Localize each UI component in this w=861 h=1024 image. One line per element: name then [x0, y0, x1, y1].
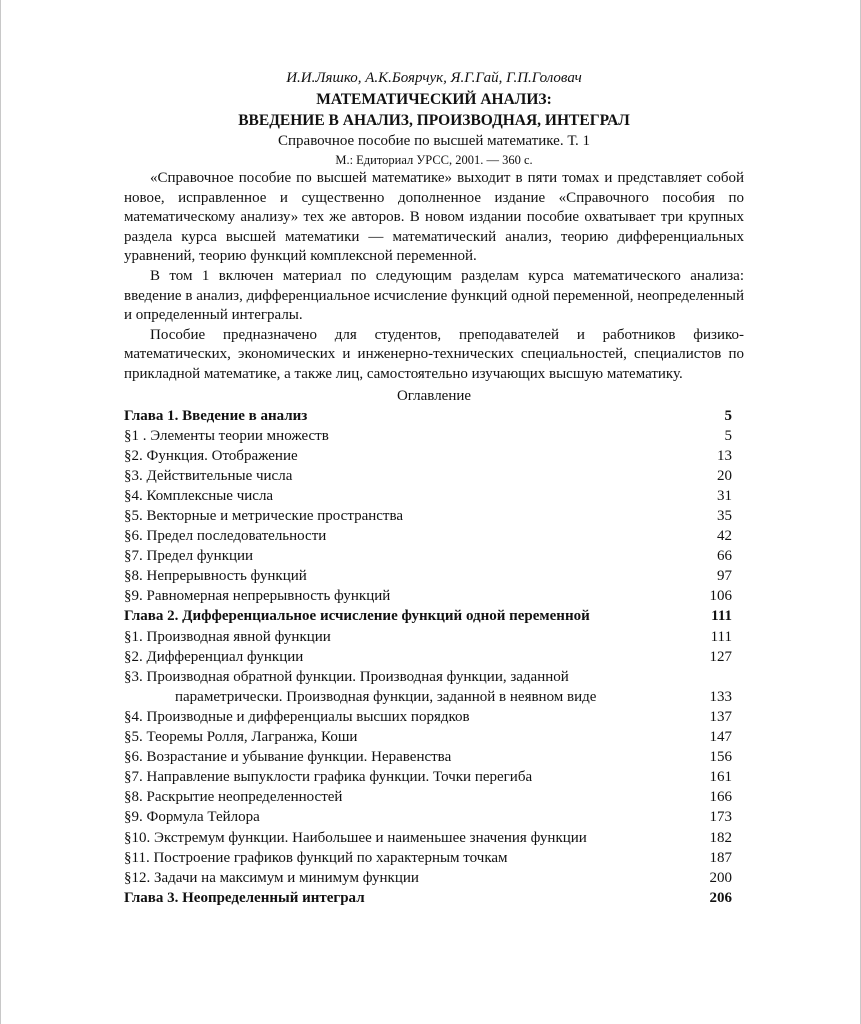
toc-title: §6. Предел последовательности — [124, 528, 327, 545]
toc-section[interactable] — [124, 848, 732, 868]
toc-chapter[interactable] — [124, 406, 732, 426]
toc-section[interactable] — [124, 667, 732, 707]
toc-chapter[interactable] — [124, 606, 732, 626]
authors: И.И.Ляшко, А.К.Боярчук, Я.Г.Гай, Г.П.Головач — [286, 70, 582, 86]
toc-title: §1 . Элементы теории множеств — [124, 427, 329, 444]
toc-title: Глава 2. Дифференциальное исчисление функций одной переменной — [124, 608, 590, 625]
toc-page: 66 — [717, 548, 732, 565]
toc-title: Глава 3. Неопределенный интеграл — [124, 889, 365, 906]
toc-page: 31 — [717, 487, 732, 504]
toc-section[interactable] — [124, 486, 732, 506]
toc-section[interactable] — [124, 426, 732, 446]
toc-section[interactable] — [124, 466, 732, 486]
toc-section[interactable] — [124, 586, 732, 606]
toc-section[interactable] — [124, 747, 732, 767]
toc-section[interactable] — [124, 868, 732, 888]
toc-title: §12. Задачи на максимум и минимум функции — [124, 869, 419, 886]
toc-page: 97 — [717, 568, 732, 585]
toc-section[interactable] — [124, 546, 732, 566]
toc-page: 35 — [717, 508, 732, 524]
toc-section[interactable] — [124, 707, 732, 727]
paragraph: «Справочное пособие по высшей математике» выходит в пяти томах и представляет собой новое, исправленное и существенно дополненное издание «Справочного пособия по математическому анализу» тех же авторов. В новом издании пособие охватывает три крупных раздела курса высшей математики — математический анализ, теорию дифференциальных уравнений, теорию функций комплексной переменной. — [124, 170, 744, 265]
toc-title: §3. Производная обратной функции. Производная функции, заданной — [124, 668, 569, 685]
toc-title: §2. Функция. Отображение — [124, 447, 298, 464]
toc-chapter[interactable] — [124, 888, 732, 908]
toc-page: 106 — [709, 588, 732, 605]
toc-page: 13 — [717, 447, 732, 464]
toc-section[interactable] — [124, 627, 732, 647]
toc-title: §9. Равномерная непрерывность функций — [124, 588, 391, 605]
toc-title-continuation-line — [124, 687, 732, 707]
toc-title: §1. Производная явной функции — [124, 628, 331, 645]
toc-page: 156 — [709, 749, 732, 766]
toc-title: §3. Действительные числа — [124, 467, 293, 484]
toc-heading: Оглавление — [396, 387, 472, 404]
toc-page: 127 — [709, 648, 732, 665]
toc-page: 206 — [709, 889, 732, 906]
document-content — [124, 68, 744, 908]
toc-section[interactable] — [124, 647, 732, 667]
toc-title: Глава 1. Введение в анализ — [124, 407, 308, 424]
title-line-2: ВВЕДЕНИЕ В АНАЛИЗ, ПРОИЗВОДНАЯ, ИНТЕГРАЛ — [238, 112, 630, 129]
toc-page: 182 — [709, 829, 732, 846]
toc-title: §9. Формула Тейлора — [124, 809, 260, 826]
toc-section[interactable] — [124, 727, 732, 747]
toc-section[interactable] — [124, 506, 732, 526]
toc-title: §8. Раскрытие неопределенностей — [124, 789, 343, 806]
toc-page: 187 — [709, 849, 732, 866]
toc-page: 200 — [709, 869, 732, 886]
toc-section[interactable] — [124, 446, 732, 466]
toc-section[interactable] — [124, 787, 732, 807]
toc-page: 20 — [717, 467, 732, 484]
toc-section[interactable] — [124, 828, 732, 848]
toc-section[interactable] — [124, 767, 732, 787]
toc-section[interactable] — [124, 807, 732, 827]
toc-title: §11. Построение графиков функций по характерным точкам — [124, 849, 508, 866]
toc-title: §4. Производные и дифференциалы высших порядков — [124, 708, 470, 725]
toc-page: 42 — [717, 528, 732, 545]
toc-title: §5. Теоремы Ролля, Лагранжа, Коши — [124, 729, 358, 746]
paragraph: В том 1 включен материал по следующим разделам курса математического анализа: введение в анализ, дифференциальное исчисление функций одной переменной, неопределенный и определенный интегралы. — [124, 267, 744, 324]
table-of-contents — [124, 406, 744, 908]
toc-page: 166 — [709, 789, 732, 806]
toc-title: §6. Возрастание и убывание функции. Неравенства — [124, 749, 452, 766]
toc-page: 173 — [709, 809, 732, 826]
toc-title-continuation: параметрически. Производная функции, заданной в неявном виде — [175, 688, 597, 705]
toc-title: §7. Направление выпуклости графика функции. Точки перегиба — [124, 769, 533, 786]
toc-title: §8. Непрерывность функций — [124, 568, 307, 585]
toc-title: §7. Предел функции — [124, 548, 254, 565]
subtitle: Справочное пособие по высшей математике. Т. 1 — [278, 133, 590, 149]
toc-title: §4. Комплексные числа — [124, 487, 274, 504]
toc-page: 5 — [724, 427, 732, 444]
toc-page: 161 — [709, 769, 732, 786]
toc-section[interactable] — [124, 566, 732, 586]
toc-page: 147 — [709, 729, 732, 746]
toc-title: §10. Экстремум функции. Наибольшее и наименьшее значения функции — [124, 829, 587, 846]
paragraph: Пособие предназначено для студентов, преподавателей и работников физико-математических, экономических и инженерно-технических специальностей, специалистов по прикладной математике, а также лиц, самостоятельно изучающих высшую математику. — [124, 326, 744, 382]
toc-page: 137 — [709, 708, 732, 725]
toc-title: §2. Дифференциал функции — [124, 648, 304, 665]
publisher: М.: Едиториал УРСС, 2001. — 360 с. — [335, 153, 533, 167]
toc-page: 5 — [724, 407, 732, 424]
toc-page: 133 — [709, 688, 732, 705]
toc-section[interactable] — [124, 526, 732, 546]
toc-page: 111 — [711, 608, 732, 625]
title-line-1: МАТЕМАТИЧЕСКИЙ АНАЛИЗ: — [316, 91, 552, 108]
toc-page: 111 — [710, 628, 732, 645]
toc-title: §5. Векторные и метрические пространства — [124, 508, 404, 524]
